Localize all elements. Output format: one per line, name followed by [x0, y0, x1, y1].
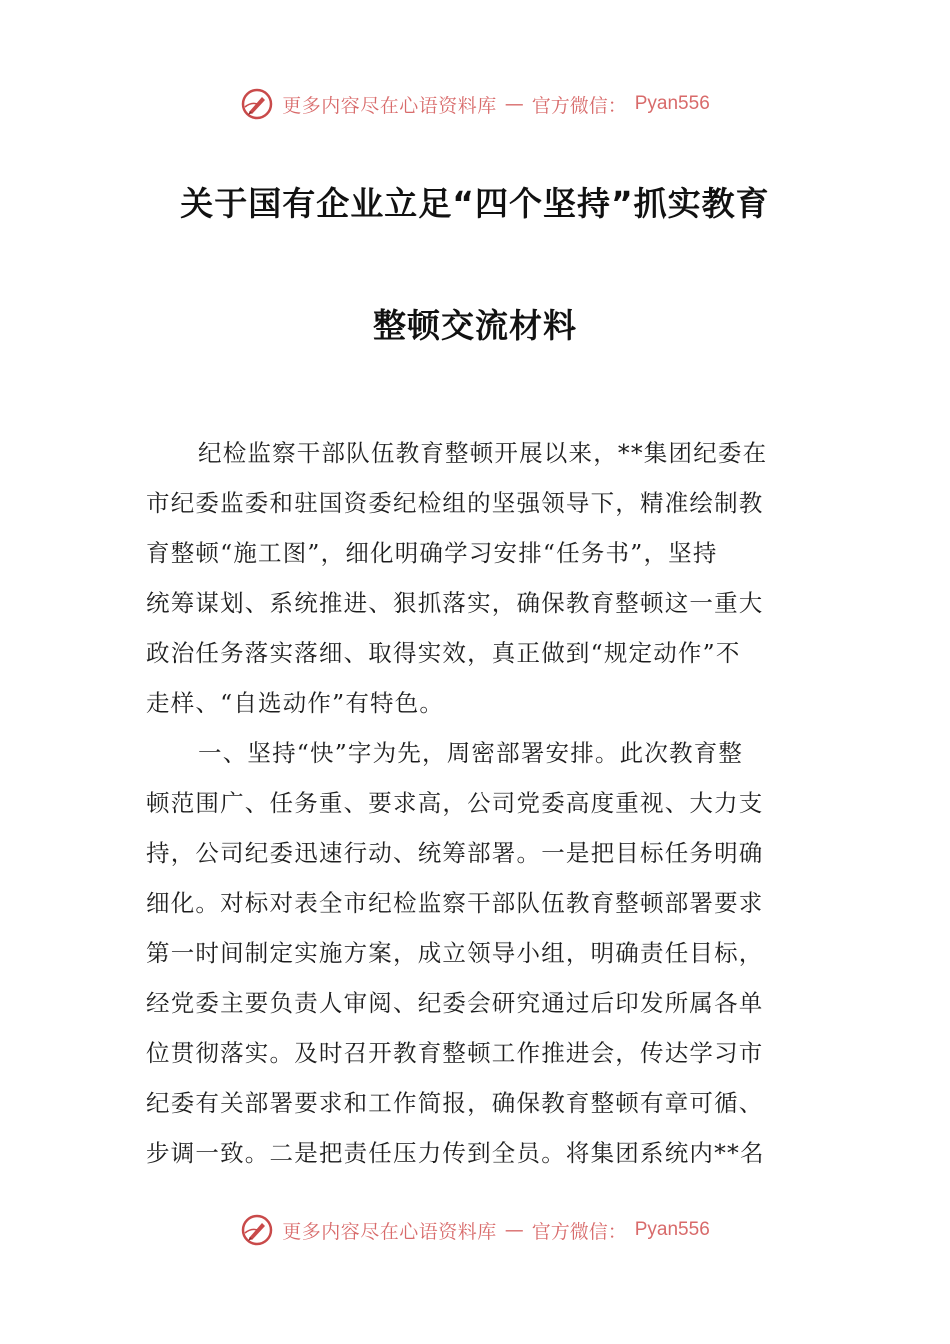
watermark-dash: — — [504, 1219, 524, 1241]
paragraph-line: 统筹谋划、系统推进、狠抓落实，确保教育整顿这一重大 — [146, 589, 764, 617]
pen-logo-icon — [240, 1213, 274, 1247]
watermark-contact-id: Pyan556 — [634, 93, 710, 114]
paragraph-line: 市纪委监委和驻国资委纪检组的坚强领导下，精准绘制教 — [146, 489, 764, 517]
paragraph-line: 细化。对标对表全市纪检监察干部队伍教育整顿部署要求 — [146, 889, 764, 917]
watermark-contact-label: 官方微信： — [531, 94, 627, 117]
paragraph-line: 政治任务落实落细、取得实效，真正做到“规定动作”不 — [146, 639, 741, 667]
paragraph-line: 持，公司纪委迅速行动、统筹部署。一是把目标任务明确 — [146, 839, 764, 867]
watermark-text: 更多内容尽在心语资料库 — [282, 94, 497, 117]
watermark-contact-label: 官方微信： — [531, 1220, 627, 1243]
paragraph-line: 走样、“自选动作”有特色。 — [146, 689, 445, 717]
paragraph-line: 经党委主要负责人审阅、纪委会研究通过后印发所属各单 — [146, 989, 764, 1017]
paragraph-line: 纪委有关部署要求和工作简报，确保教育整顿有章可循、 — [146, 1089, 764, 1117]
paragraph-line: 育整顿“施工图”，细化明确学习安排“任务书”，坚持 — [146, 539, 718, 567]
watermark-text: 更多内容尽在心语资料库 — [282, 1220, 497, 1243]
watermark-footer — [0, 1210, 950, 1250]
paragraph-line: 第一时间制定实施方案，成立领导小组，明确责任目标， — [146, 939, 764, 967]
watermark-header — [0, 84, 950, 124]
watermark-contact-id: Pyan556 — [634, 1219, 710, 1240]
paragraph-line: 步调一致。二是把责任压力传到全员。将集团系统内**名 — [146, 1139, 765, 1167]
pen-logo-icon — [240, 87, 274, 121]
paragraph-line: 顿范围广、任务重、要求高，公司党委高度重视、大力支 — [146, 789, 764, 817]
watermark-dash: — — [504, 93, 524, 115]
paragraph-line: 一、坚持“快”字为先，周密部署安排。此次教育整 — [198, 739, 744, 767]
document-title-line-2: 整顿交流材料 — [373, 306, 577, 345]
paragraph-line: 位贯彻落实。及时召开教育整顿工作推进会，传达学习市 — [146, 1039, 764, 1067]
paragraph-line: 纪检监察干部队伍教育整顿开展以来，**集团纪委在 — [198, 439, 768, 467]
document-title-line-1: 关于国有企业立足“四个坚持”抓实教育 — [180, 184, 770, 223]
